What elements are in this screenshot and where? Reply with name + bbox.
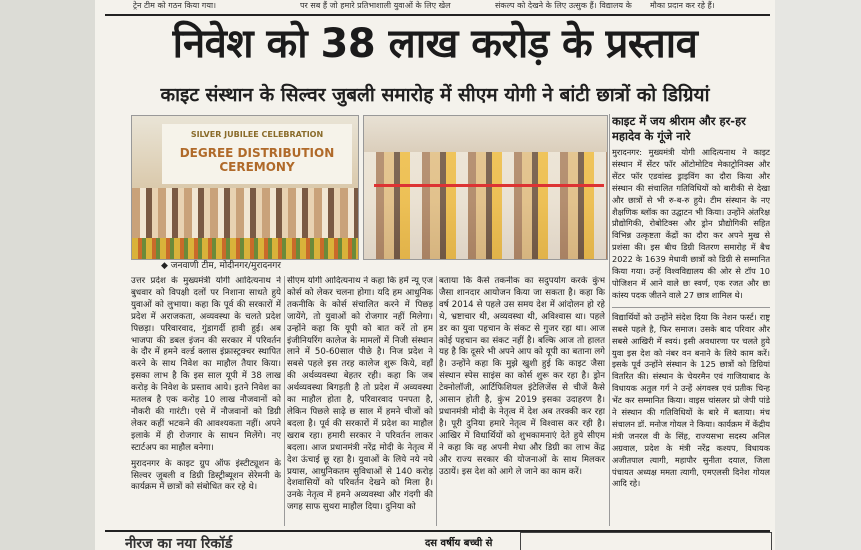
column-1-para-1: उत्तर प्रदेश के मुख्यमंत्री योगी आदित्यनाथ ने बुधवार को विपक्षी दलों पर निशाना साधते हुये युवाओं को लुभाया। कहा कि पूर्व की सरकारों में प्रदेश में अराजकता, अव्यवस्था के चलते प्रदेश पिछड़ा। परिवारवाद, गुंडागर्दी हावी हुई। अब भाजपा की डबल इंजन की सरकार में परिवर्तन के दौर में हमने वर्ल्ड क्लास इंफ्रास्ट्रक्चर स्थापित करने के साथ निवेश का माहौल तैयार किया। इसका लाभ है कि इस साल यूपी में 38 लाख करोड़ के निवेश के प्रस्ताव आये। इतने निवेश का मतलब है एक करोड़ 10 लाख नौजवानों को नौकरी की गारंटी। एसे में नौजवानों को डिग्री लेकर कहीं भटकने की आवश्यकता नहीं। अपने इलाके में ही रोजगार के साधन मिलेंगे। नए स्टार्टअप का माहौल बनेगा।	[131, 276, 281, 453]
column-2-para-1: सीएम योगी आदित्यनाथ ने कहा कि हमें न्यू एज कोर्स को लेकर चलना होगा। यदि हम आधुनिक तकनीकि के कोर्स संचालित करने में पिछड़ जायेंगे, तो युवाओं को रोजगार नहीं मिलेगा। उन्होंने कहा कि यूपी को बात करें तो हम इंजीनियरिंग कालेज के मामलों में निजी संस्थान लाने में 50-60साल पीछे है। निज प्रदेश ने सबसे पहले इस तरह कालेज शुरू किये, वहाँ की अर्थव्यवस्था बेहतर रही। कहा कि जब अर्थव्यवस्था बिगड़ती है तो प्रदेश में अव्यवस्था का माहौल होता है, परिवारवाद पनपता है, लेकिन पिछले साढ़े छ साल में हमने चीजों को बदला है। पूर्व की सरकारों में प्रदेश का माहौल खराब रहा। हमारी सरकार ने परिवर्तन लाकर बदला। आज प्रधानमंत्री नरेंद्र मोदी के नेतृत्व में देश ऊंचाई छू रहा है। युवाओं के लिये नये नये प्रयास, आधुनिकतम सुविधाओं से 140 करोड़ देशवासियों को परिवर्तन देखने को मिला है। उनके नेतृत्व में हमने अव्यवस्था और गंदगी की जगह साफ सुथरा माहौल दिया। दुनिया को	[287, 276, 433, 513]
ceremony-photo	[131, 115, 359, 260]
inauguration-photo	[363, 115, 608, 260]
sidebar-para-1: मुरादनगर: मुख्यमंत्री योगी आदित्यनाथ ने काइट संस्थान में सेंटर फॉर ऑटोमोटिव मेकाट्रोनिक्स और सेंटर फॉर एडवांस्ड ड्राइविंग का दौरा किया और संस्थान की संचालित गतिविधियों को बारीकी से देखा और छात्रों से भी रु-ब-रु हुये। टीम संस्थान के नए शैक्षणिक ब्लॉक का उद्घाटन भी किया। उन्होंने अंतरिक्ष प्रौद्योगिकी, रोबोटिक्स और ड्रोन प्रौद्योगिकी सहित विभिन्न उत्कृष्टता केंद्रों का दौरा कर अपने मुख से प्रशंसा की। इस बीच डिग्री वितरण समारोह में बैच 2022 के 1639 मेधावी छात्रों को डिग्री से सम्मानित किया गया। उन्हें विश्वविद्यालय की ओर से टॉप 10 पोजिशन में आने वाले छः स्वर्ण, एक रजत और छः कांस्य पदक जीतने वाले 27 छात्र शामिल थे।	[612, 147, 770, 300]
next-subheadline: दस वर्षीय बच्ची से	[425, 538, 493, 549]
article-column-1	[131, 276, 281, 526]
top-strip-right: मौका प्रदान कर रहे हैं।	[650, 1, 715, 10]
sidebar-heading: काइट में जय श्रीराम और हर-हर महादेव के गूंजे नारे	[612, 114, 746, 143]
newspaper-page	[95, 0, 775, 550]
adjacent-page	[775, 0, 861, 550]
sidebar-divider	[609, 114, 610, 526]
graduates-group	[132, 188, 358, 238]
column-3-para-1: बताया कि कैसे तकनीक का सदुपयोग करके कुंभ जैसा शानदार आयोजन किया जा सकता है। कहा कि वर्ष 2014 से पहले उस समय देश में आंदोलन हो रहे थे, भ्रष्टाचार थी, अव्यवस्था थी, अविश्वास था। पहले डर का युवा पहचान के संकट से गुजर रहा था। आज कोई पहचान का संकट नहीं है। बल्कि आज तो हालत यह है कि दूसरे भी अपने आप को यूपी का बताना लगे है। उन्होंने कहा कि मुझे खुशी हुई कि काइट जैसा संस्थान स्पेस साइंस का कोर्स शुरू कर रहा है। ड्रोन टेक्नोलॉजी, आर्टिफिशियल इंटेलिजेंस से चीजें कैसे आसान होती है, कुंभ 2019 इसका उदाहरण है। प्रधानमंत्री मोदी के नेतृत्व में देश अब तरक्की कर रहा है। पूरी दुनिया हमारे नेतृत्व में विश्वास कर रही है। आखिर में विधार्थियों को शुभकामनाएं देते हुये सीएम ने कहा कि वह अपनी मेधा और डिग्री का लाभ केंद्र और राज्य सरकार की योजनाओं के साथ मिलकर उठायें। इस देश को आगे ले जाने का काम करें।	[439, 276, 605, 477]
stage-banner	[162, 124, 352, 184]
article-column-3	[439, 276, 605, 526]
top-strip-left: ट्रेन टीम को गठन किया गया।	[133, 1, 217, 10]
top-strip	[95, 0, 775, 14]
next-box	[520, 532, 772, 550]
banner-line2: DEGREE DISTRIBUTION CEREMONY	[179, 146, 335, 174]
sidebar-para-2: विद्यार्थियों को उन्होंने संदेश दिया कि नेशन फर्स्ट। राष्ट्र सबसे पहले है, फिर समाज। उसके बाद परिवार और सबसे आखिरी में स्वयं। इसी अवधारणा पर चलते हुये युवा इस देश को नंबर वन बनाने के लिये काम करें। इसके पूर्व उन्होंने संस्थान के 125 छात्रों को डिग्रियां वितरित की। संस्थान के चेयरमैन एवं गाजियाबाद के विधायक अतुल गर्ग ने उन्हें अंगवस्त्र एवं प्रतीक चिन्ह भेंट कर सम्मानित किया। वाइस चांसलर प्रो जेपी पांडे ने संस्थान की गतिविधियों के बारे में बताया। मंच संचालन डॉ. मनोज गोयल ने किया। कार्यक्रम में केंद्रीय मंत्री जनरल वी के सिंह, राज्यसभा सदस्य अनिल अग्रवाल, प्रदेश के मंत्री नरेंद्र कश्यप, विधायक अजीतपाल त्यागी, महापौर सुनीता दयाल, जिला पंचायत अध्यक्ष ममता त्यागी, एमएलसी दिनेश गोयल आदि रहे।	[612, 311, 770, 489]
next-headline: नीरज का नया रिकॉर्ड	[125, 536, 233, 548]
photo-caption	[131, 260, 607, 273]
column-1-para-2: मुरादनगर के काइट ग्रुप ऑफ इंस्टीट्यूशन के सिल्वर जुबली व डिग्री डिस्ट्रीब्यूशन सेरेमनी के कार्यक्रम में छात्रों को संबोधित कर रहे थे।	[131, 458, 281, 493]
sidebar-rule	[612, 307, 770, 308]
ribbon	[374, 184, 604, 187]
sidebar-body	[612, 147, 770, 490]
article-column-2	[287, 276, 433, 526]
sidebar-story	[612, 114, 770, 534]
banner-line1: SILVER JUBILEE CELEBRATION	[190, 130, 324, 139]
headline: निवेश को 38 लाख करोड़ के प्रस्ताव	[172, 21, 698, 67]
flower-decoration	[132, 238, 358, 259]
column-divider	[284, 276, 285, 526]
subheadline: काइट संस्थान के सिल्वर जुबली समारोह में सीएम योगी ने बांटी छात्रों को डिग्रियां	[160, 84, 710, 106]
column-divider	[436, 276, 437, 526]
dignitaries-group	[364, 152, 607, 259]
top-strip-mid1: पर सब हैं जो हमारे प्रतिभाशाली युवाओं के लिए खेल	[300, 1, 451, 10]
next-stories	[95, 532, 775, 550]
top-strip-mid2: संकल्प को देखने के लिए उत्सुक हैं। विद्यालय के	[495, 1, 632, 10]
caption-credit: ◆ जनवाणी टीम, मोदीनगर/मुरादनगर	[161, 261, 281, 271]
